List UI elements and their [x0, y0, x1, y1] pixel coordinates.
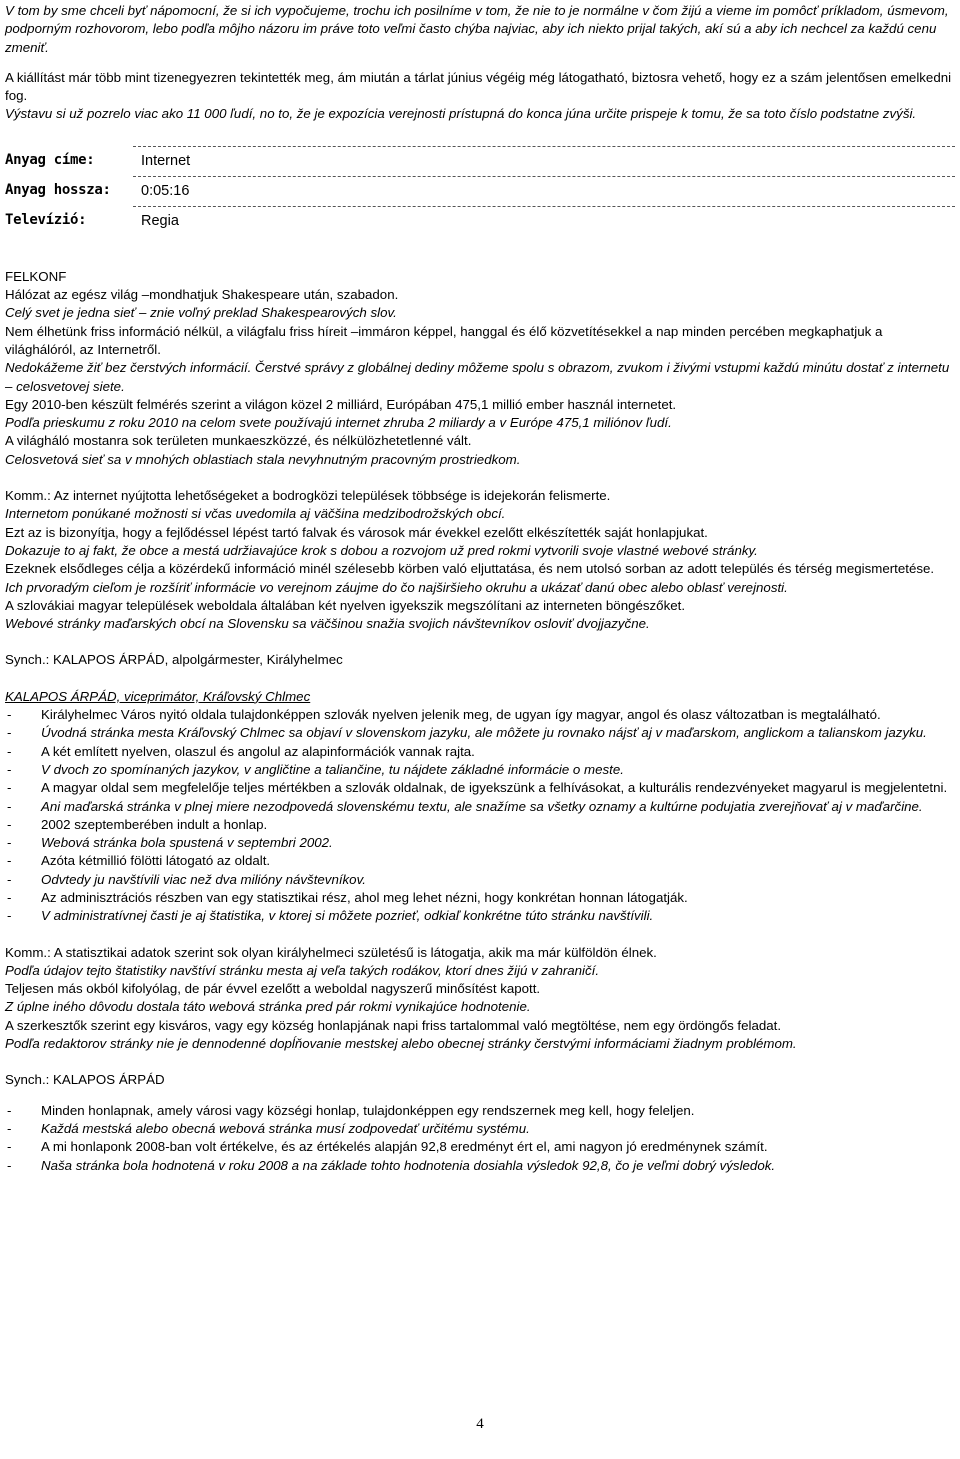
felkonf-heading: FELKONF: [5, 268, 67, 284]
interview-list-2: [5, 1102, 955, 1175]
speaker-caption: KALAPOS ÁRPÁD, viceprimátor, Kráľovský Chlmec: [5, 688, 311, 704]
page-number: 4: [476, 1416, 484, 1432]
list-item: - Každá mestská alebo obecná webová stránka musí zodpovedať určitému systému.: [5, 1120, 955, 1138]
commentary-hungarian-4: A szlovákiai magyar települések weboldala általában két nyelven igyekszik megszólítani az interneten böngészőket.: [5, 597, 686, 613]
list-item: - A mi honlaponk 2008-ban volt értékelve, és az értékelés alapján 92,8 eredményt ért el, ami nagyon jó eredménynek számít.: [5, 1138, 955, 1156]
material-title-row: [5, 148, 955, 178]
list-item: - Királyhelmec Város nyitó oldala tulajdonképpen szlovák nyelven jelenik meg, de ugyan így magyar, angol és olasz változatban is megtalálható.: [5, 706, 955, 724]
commentary2-slovak-3: Podľa redaktorov stránky nie je dennodenné dopĺňovanie mestskej alebo obecnej stránky čerstvými informáciami žiadnym problémom.: [5, 1036, 797, 1052]
synch-heading-2: Synch.: KALAPOS ÁRPÁD: [5, 1072, 165, 1088]
list-item: - Odvtedy ju navštívili viac než dva milióny návštevníkov.: [5, 871, 955, 889]
commentary-slovak-4: Webové stránky maďarských obcí na Slovensku sa väčšinou snažia svojich návštevníkov osloviť dvojjazyčne.: [5, 616, 650, 632]
commentary2-slovak-1: Podľa údajov tejto štatistiky navštíví stránku mesta aj veľa takých rodákov, ktorí dnes žijú v zahraničí.: [5, 962, 600, 978]
commentary2-hungarian-2: Teljesen más okból kifolyólag, de pár évvel ezelőtt a weboldal nagyszerű minősítést kapott.: [5, 981, 541, 997]
felkonf-hungarian-4: A világháló mostanra sok területen munkaeszközzé, és nélkülözhetetlenné vált.: [5, 433, 472, 449]
list-item: - Az adminisztrációs részben van egy statisztikai rész, ahol meg lehet nézni, hogy konkrétan honnan látogatják.: [5, 889, 955, 907]
material-length-label: Anyag hossza:: [5, 181, 111, 198]
list-item: - Webová stránka bola spustená v septembri 2002.: [5, 834, 955, 852]
synch-heading-1: Synch.: KALAPOS ÁRPÁD, alpolgármester, Királyhelmec: [5, 652, 343, 668]
divider-line: [133, 146, 955, 147]
commentary-hungarian-3: Ezeknek elsődleges célja a közérdekű információ minél szélesebb körben való eljuttatása, és nem utolsó sorban az adott település és térség megismertetése.: [5, 561, 935, 577]
felkonf-hungarian-1: Hálózat az egész világ –mondhatjuk Shakespeare után, szabadon.: [5, 287, 399, 303]
felkonf-slovak-4: Celosvetová sieť sa v mnohých oblastiach stala nevyhnutným pracovným prostriedkom.: [5, 451, 521, 467]
material-tv-label: Televízió:: [5, 211, 87, 228]
commentary-slovak-2: Dokazuje to aj fakt, že obce a mestá udržiavajúce krok s dobou a rozvojom už pred rokmi vytvorili svoje vlastné webové stránky.: [5, 542, 758, 558]
felkonf-hungarian-3: Egy 2010-ben készült felmérés szerint a világon közel 2 milliárd, Európában 475,1 millió ember használ internetet.: [5, 396, 677, 412]
material-tv-value: Regia: [141, 212, 179, 229]
commentary-hungarian-2: Ezt az is bizonyítja, hogy a fejlődéssel lépést tartó falvak és városok már évekkel ezelőtt elkészítették saját honlapjukat.: [5, 524, 708, 540]
list-item: - Azóta kétmillió fölötti látogató az oldalt.: [5, 852, 955, 870]
list-item: - Ani maďarská stránka v plnej miere nezodpovedá slovenskému textu, ale snažíme sa všetky oznamy a kultúrne podujatia zverejňovať aj v maďarčine.: [5, 798, 955, 816]
intro-section: [5, 2, 955, 124]
commentary2-slovak-2: Z úplne iného dôvodu dostala táto webová stránka pred pár rokmi vynikajúce hodnotenie.: [5, 999, 531, 1015]
material-info-block: [5, 146, 955, 268]
felkonf-section: [5, 268, 955, 469]
list-item: - 2002 szeptemberében indult a honlap.: [5, 816, 955, 834]
commentary-section-2: [5, 944, 955, 1054]
felkonf-slovak-3: Podľa prieskumu z roku 2010 na celom svete používajú internet zhruba 2 miliardy a v Európe 475,1 miliónov ľudí.: [5, 415, 672, 431]
commentary-section-1: [5, 487, 955, 633]
felkonf-hungarian-2: Nem élhetünk friss információ nélkül, a világfalu friss híreit –immáron képpel, hanggal és élő közvetítésekkel a nap minden percében megkaphatjuk a világhálóról, az Internetről.: [5, 323, 883, 357]
interview-list-1: [5, 706, 955, 926]
material-length-row: [5, 178, 955, 208]
divider-line: [133, 206, 955, 207]
felkonf-slovak-1: Celý svet je jedna sieť – znie voľný preklad Shakespearových slov.: [5, 305, 397, 321]
material-title-label: Anyag címe:: [5, 151, 95, 168]
list-item: - A magyar oldal sem megfelelője teljes mértékben a szlovák oldalnak, de igyekszünk a felhívásokat, a kulturális rendezvényeket magyarul is megjelentetni.: [5, 779, 955, 797]
list-item: - V administratívnej časti je aj štatistika, v ktorej si môžete pozrieť, odkiaľ konkrétne túto stránku navštívili.: [5, 907, 955, 925]
list-item: - Úvodná stránka mesta Kráľovský Chlmec sa objaví v slovenskom jazyku, ale môžete ju rovnako nájsť aj v maďarskom, anglickom a talianskom jazyku.: [5, 724, 955, 742]
list-item: - Minden honlapnak, amely városi vagy községi honlap, tulajdonképpen egy rendszernek meg kell, hogy feleljen.: [5, 1102, 955, 1120]
material-title-value: Internet: [141, 152, 191, 169]
material-length-value: 0:05:16: [141, 182, 190, 199]
commentary2-hungarian-3: A szerkesztők szerint egy kisváros, vagy egy község honlapjának napi friss tartalommal való megtöltése, nem egy ördöngős feladat.: [5, 1017, 782, 1033]
intro-slovak-paragraph: V tom by sme chceli byť nápomocní, že si ich vypočujeme, trochu ich posilníme v tom, že nie to je normálne v čom žijú a vieme im pomôcť príkladom, úsmevom, podporným rozhovorom, lebo podľa môjho názoru im práve toto veľmi často chýba najviac, aby ich niekto prijal takých, akí sú a aby ich nechcel za každú cenu zmeniť.: [5, 3, 949, 55]
commentary2-hungarian-1: Komm.: A statisztikai adatok szerint sok olyan királyhelmeci születésű is látogatja, akik ma már külföldön élnek.: [5, 944, 657, 960]
divider-line: [133, 176, 955, 177]
intro-hungarian-paragraph: A kiállítást már több mint tizenegyezren tekintették meg, ám miután a tárlat június végéig még látogatható, biztosra vehető, hogy ez a szám jelentősen emelkedni fog.: [5, 69, 952, 104]
commentary-slovak-1: Internetom ponúkané možnosti si včas uvedomila aj väčšina medzibodrožských obcí.: [5, 506, 506, 522]
material-tv-row: [5, 208, 955, 238]
intro-slovak-paragraph-2: Výstavu si už pozrelo viac ako 11 000 ľudí, no to, že je expozícia verejnosti prístupná do konca júna určite prispeje k tomu, že sa toto číslo podstatne zvýši.: [5, 106, 917, 122]
list-item: - Naša stránka bola hodnotená v roku 2008 a na základe tohto hodnotenia dosiahla výsledok 92,8, čo je veľmi dobrý výsledok.: [5, 1157, 955, 1175]
document-page: [5, 0, 955, 1175]
felkonf-slovak-2: Nedokážeme žiť bez čerstvých informácií. Čerstvé správy z globálnej dediny môžeme spolu s obrazom, zvukom i živými vstupmi každú minútu dostať z internetu – celosvetovej siete.: [5, 360, 950, 394]
list-item: - V dvoch zo spomínaných jazykov, v angličtine a taliančine, tu nájdete základné informácie o meste.: [5, 761, 955, 779]
commentary-slovak-3: Ich prvoradým cieľom je rozšíriť informácie vo verejnom záujme do čo najširšieho okruhu a ukázať danú obec alebo oblasť verejnosti.: [5, 579, 788, 595]
commentary-hungarian-1: Komm.: Az internet nyújtotta lehetőségeket a bodrogközi települések többsége is idejekorán felismerte.: [5, 488, 611, 504]
list-item: - A két említett nyelven, olaszul és angolul az alapinformációk vannak rajta.: [5, 743, 955, 761]
